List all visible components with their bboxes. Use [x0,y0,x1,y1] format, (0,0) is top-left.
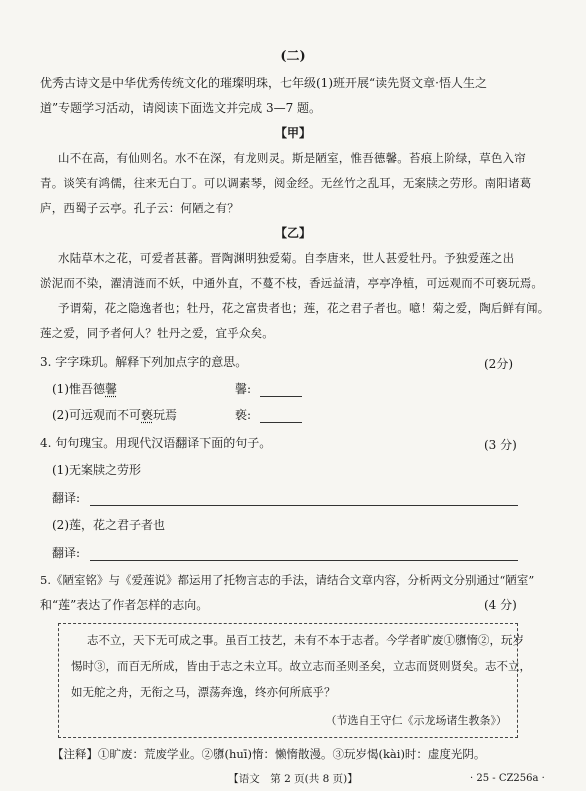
passage-jia-line-2: 青。谈笑有鸿儒，往来无白丁。可以调素琴，阅金经。无丝竹之乱耳，无案牍之劳形。南阳诸葛 [40,176,532,190]
q3-score: (2分) [484,357,513,371]
quote-box [58,623,531,738]
quote-line-2: 惕时③，而百无所成，皆由于志之未立耳。故立志而圣则圣矣，立志而贤则贤矣。志不立， [71,659,531,673]
q3-stem: 3. 字字珠玑。解释下列加点字的意思。 [40,355,248,369]
passage-yi-line-4: 莲之爱，同予者何人？牡丹之爱，宜乎众矣。 [40,326,274,340]
intro-line-2: 道”专题学习活动，请阅读下面选文并完成 3—7 题。 [40,101,322,115]
q4-item-1: (1)无案牍之劳形 [52,463,141,477]
q3-answer-label-2: 亵: [235,408,252,422]
q4-translation-line-2[interactable] [90,560,518,561]
q5-line-2: 和“莲”表达了作者怎样的志向。 [40,598,209,612]
q4-score: (3 分) [484,438,517,452]
q3-item-1 [52,382,117,396]
footer-code: · 25 - CZ256a · [470,773,545,784]
quote-source: （节选自王守仁《示龙场诸生教条》） [325,714,507,727]
q3-item-1-dotted-char: 馨 [105,382,118,396]
passage-yi-line-1: 水陆草木之花，可爱者甚蕃。晋陶渊明独爱菊。自李唐来，世人甚爱牡丹。予独爱莲之出 [58,251,515,265]
q5-line-1: 5.《陋室铭》与《爱莲说》都运用了托物言志的手法，请结合文章内容，分析两文分别通过“陋室” [40,573,535,587]
q4-translate-label-2: 翻译: [52,546,81,560]
q4-translation-line-1[interactable] [90,505,518,506]
q3-answer-blank-2[interactable] [260,422,302,423]
passage-yi-title: 【乙】 [274,226,311,240]
q3-item-2-post: 玩焉 [153,408,178,422]
q3-item-2-pre: (2)可远观而不可 [52,408,141,422]
q4-stem: 4. 句句瑰宝。用现代汉语翻译下面的句子。 [40,436,272,450]
q4-translate-label-1: 翻译: [52,491,81,505]
intro-line-1: 优秀古诗文是中华优秀传统文化的璀璨明珠，七年级(1)班开展“读先贤文章·悟人生之 [40,76,487,90]
passage-yi-line-2: 淤泥而不染，濯清涟而不妖，中通外直，不蔓不枝，香远益清，亭亭净植，可远观而不可亵玩焉。 [40,276,544,290]
passage-jia-title: 【甲】 [274,126,311,140]
passage-jia-line-1: 山不在高，有仙则名。水不在深，有龙则灵。斯是陋室，惟吾德馨。苔痕上阶绿，草色入帘 [58,151,526,165]
q3-item-2 [52,408,177,422]
passage-yi-line-3: 予谓菊，花之隐逸者也；牡丹，花之富贵者也；莲，花之君子者也。噫！菊之爱，陶后鲜有闻。 [58,301,550,315]
footer-page-label: 【语文 第 2 页(共 8 页)】 [228,773,358,785]
q3-answer-label-1: 馨: [235,382,252,396]
section-heading: (二) [280,49,306,64]
q3-item-2-dotted-char: 亵 [141,408,154,422]
annotation: 【注释】①旷废：荒废学业。②隳(huī)惰：懒惰散漫。③玩岁愒(kài)时：虚度光阴。 [52,747,486,761]
q5-score: (4 分) [484,598,517,612]
quote-line-3: 如无舵之舟，无衔之马，漂荡奔逸，终亦何所底乎？ [71,685,336,699]
quote-line-1: 志不立，天下无可成之事。虽百工技艺，未有不本于志者。今学者旷废①隳惰②，玩岁 [87,633,524,647]
passage-jia-line-3: 庐，西蜀子云亭。孔子云：何陋之有？ [40,201,239,215]
q3-item-1-pre: (1)惟吾德 [52,382,105,396]
q4-item-2: (2)莲，花之君子者也 [52,518,165,532]
q3-answer-blank-1[interactable] [260,396,302,397]
